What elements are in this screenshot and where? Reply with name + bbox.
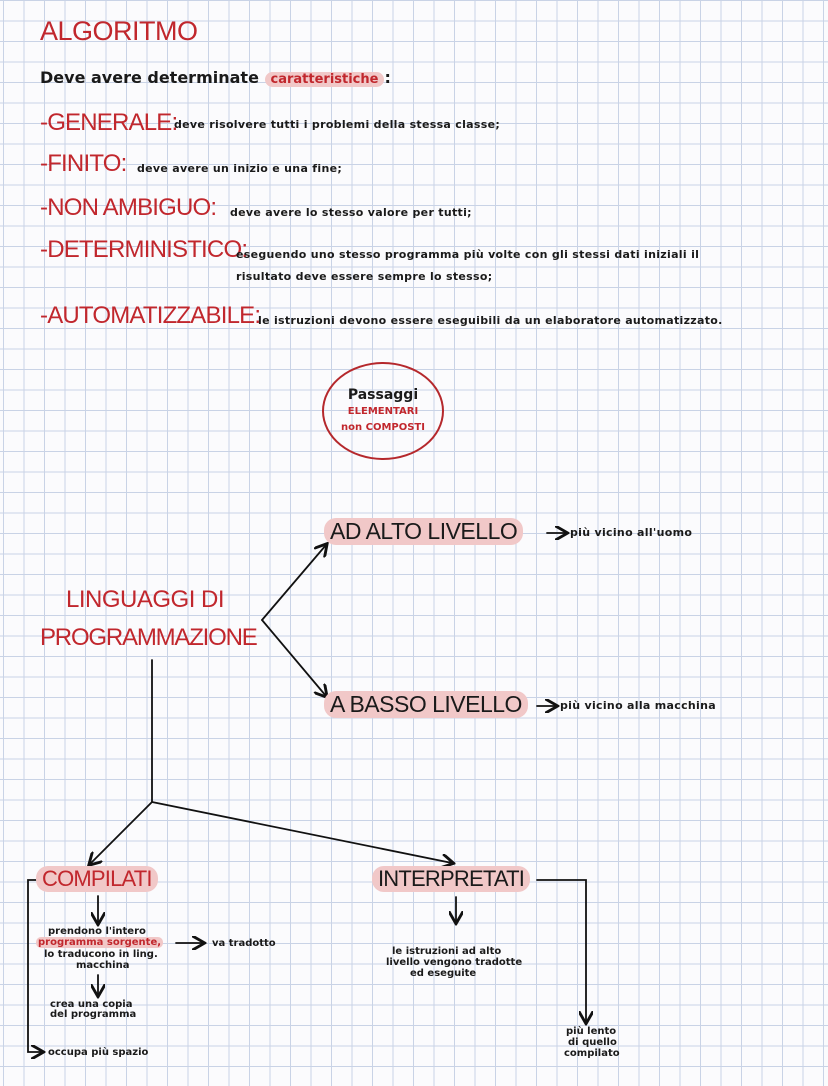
page-title: ALGORITMO: [40, 16, 198, 46]
interpreted-desc-line1: le istruzioni ad alto: [392, 946, 502, 957]
compiled-step3: occupa più spazio: [48, 1047, 149, 1058]
intro-text: Deve avere determinate: [40, 68, 259, 87]
property-name-automatizzabile: -AUTOMATIZZABILE:: [40, 302, 261, 329]
arrow-to-compiled: [90, 802, 152, 864]
interpreted-side-line1: più lento: [566, 1026, 617, 1037]
compiled-step1-line3: lo traducono in ling.: [44, 949, 158, 960]
oval-line-2: ELEMENTARI: [347, 406, 419, 417]
property-desc-automatizzabile: le istruzioni devono essere eseguibili da un elaboratore automatizzato.: [258, 314, 723, 327]
elementary-steps-oval: [322, 362, 444, 460]
intro-end: :: [384, 68, 391, 87]
compiled-step1-highlight: programma sorgente,: [38, 937, 162, 948]
bracket-compiled: [28, 880, 42, 1052]
compiled-side-note: va tradotto: [212, 938, 276, 949]
high-level-note: più vicino all'uomo: [570, 526, 693, 539]
compiled-step1-line4: macchina: [76, 960, 130, 971]
property-desc-deterministico-2: risultato deve essere sempre lo stesso;: [236, 270, 493, 283]
interpreted-side-line2: di quello: [568, 1037, 617, 1048]
property-desc-generale: deve risolvere tutti i problemi della stessa classe;: [174, 118, 501, 131]
property-name-generale: -GENERALE:: [40, 109, 178, 136]
interpreted-desc-line2: livello vengono tradotte: [386, 957, 523, 968]
arrow-to-high-level: [262, 545, 326, 620]
oval-line-1: Passaggi: [347, 387, 419, 403]
compiled-step2-line1: crea una copia: [50, 999, 133, 1010]
low-level-label: A BASSO LIVELLO: [324, 691, 528, 718]
arrow-interpreted-side: [537, 880, 586, 1022]
property-desc-deterministico-1: eseguendo uno stesso programma più volte con gli stessi dati iniziali il: [236, 248, 700, 261]
low-level-note: più vicino alla macchina: [560, 699, 716, 712]
interpreted-label: INTERPRETATI: [372, 866, 530, 892]
property-name-finito: -FINITO:: [40, 150, 127, 177]
intro-highlight: caratteristiche: [265, 72, 385, 87]
property-name-non-ambiguo: -NON AMBIGUO:: [40, 194, 217, 221]
oval-line-3a: non: [341, 422, 363, 433]
oval-line-3b: COMPOSTI: [365, 422, 425, 433]
arrow-to-low-level: [262, 620, 326, 696]
compiled-step2-line2: del programma: [50, 1009, 137, 1020]
oval-line-3: [341, 420, 425, 436]
compiled-step1-line1: prendono l'intero: [48, 926, 146, 937]
property-name-deterministico: -DETERMINISTICO:: [40, 236, 248, 263]
interpreted-desc-line3: ed eseguite: [410, 968, 477, 979]
intro-line: [40, 68, 391, 87]
property-desc-finito: deve avere un inizio e una fine;: [137, 162, 343, 175]
high-level-label: AD ALTO LIVELLO: [324, 518, 523, 545]
languages-title-1: LINGUAGGI DI: [66, 586, 225, 613]
compiled-label: COMPILATI: [36, 866, 158, 892]
languages-title-2: PROGRAMMAZIONE: [40, 624, 257, 651]
property-desc-non-ambiguo: deve avere lo stesso valore per tutti;: [230, 206, 472, 219]
interpreted-side-line3: compilato: [564, 1048, 620, 1059]
arrow-to-interpreted: [152, 802, 452, 863]
